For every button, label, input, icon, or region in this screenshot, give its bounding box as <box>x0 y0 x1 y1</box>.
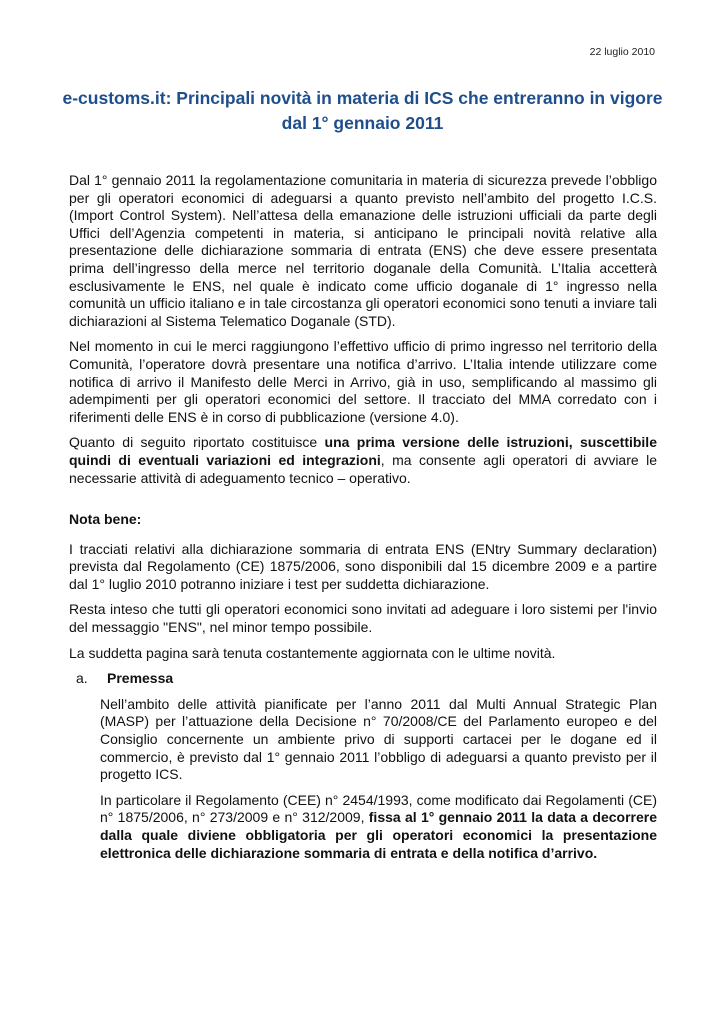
premessa-text-bold: fissa al 1° gennaio 2011 la data a decorrere dalla quale diviene obbligatoria per gli operatori economici la presentazione elettronica delle dichiarazione sommaria di entrata e della notifica d’arrivo. <box>100 809 657 861</box>
disclaimer-text-bold: una prima versione delle istruzioni, suscettibile quindi di eventuali variazioni ed integrazioni <box>69 434 657 468</box>
premessa-paragraph-2 <box>100 792 657 862</box>
disclaimer-text-start: Quanto di seguito riportato costituisce <box>69 434 325 451</box>
document-body <box>69 172 657 870</box>
premessa-paragraph-1: Nell’ambito delle attività pianificate per l’anno 2011 dal Multi Annual Strategic Plan (MASP) per l’attuazione della Decisione n° 70/2008/CE del Parlamento europeo e del Consiglio concernente un ambiente privo di supporti cartacei per le dogane ed il commercio, è previsto dal 1° gennaio 2011 l’obbligo di adeguarsi a quanto previsto per il progetto ICS. <box>100 695 657 783</box>
intro-paragraph: Dal 1° gennaio 2011 la regolamentazione comunitaria in materia di sicurezza prevede l’obbligo per gli operatori economici di adeguarsi a quanto previsto nell’ambito del progetto I.C.S. (Import Control System). Nell’attesa della emanazione delle istruzioni ufficiali da parte degli Uffici dell’Agenzia competenti in materia, si anticipano le principali novità relative alla presentazione delle dichiarazione sommaria di entrata (ENS) che deve essere presentata prima dell’ingresso della merce nel territorio doganale della Comunità. L’Italia accetterà esclusivamente le ENS, nel quale è indicato come ufficio doganale di 1° ingresso nella comunità un ufficio italiano e in tale circostanza gli operatori economici sono tenuti a inviare tali dichiarazioni al Sistema Telematico Doganale (STD). <box>69 172 657 329</box>
section-list <box>69 670 657 688</box>
list-item <box>69 670 657 688</box>
disclaimer-paragraph <box>69 434 657 487</box>
premessa-text-start: In particolare il Regolamento (CEE) n° 2454/1993, come modificato dai Regolamenti (CE) n° 1875/2006, n° 273/2009 e n° 312/2009, <box>100 791 657 826</box>
nota-paragraph-2: Resta inteso che tutti gli operatori economici sono invitati ad adeguare i loro sistemi per l'invio del messaggio "ENS", nel minor tempo possibile. <box>69 601 657 636</box>
arrival-notice-paragraph: Nel momento in cui le merci raggiungono l’effettivo ufficio di primo ingresso nel territorio della Comunità, l’operatore dovrà presentare una notifica d’arrivo. L’Italia intende utilizzare come notifica di arrivo il Manifesto delle Merci in Arrivo, già in uso, semplificando al massimo gli adempimenti per gli operatori economici del settore. Il tracciato del MMA corredato con i riferimenti delle ENS è in corso di pubblicazione (versione 4.0). <box>69 338 657 425</box>
document-date: 22 luglio 2010 <box>589 46 655 58</box>
nota-bene-heading: Nota bene: <box>69 511 142 528</box>
document-title: e-customs.it: Principali novità in materia di ICS che entreranno in vigore dal 1° gennaio 2011 <box>62 88 663 133</box>
disclaimer-text-end: , ma consente agli operatori di avviare le necessarie attività di adeguamento tecnico – operativo. <box>69 451 658 486</box>
nota-paragraph-3: La suddetta pagina sarà tenuta costantemente aggiornata con le ultime novità. <box>69 644 556 661</box>
list-marker: a. <box>76 670 88 687</box>
section-heading-premessa: Premessa <box>107 670 174 687</box>
nota-paragraph-1: I tracciati relativi alla dichiarazione sommaria di entrata ENS (ENtry Summary declaration) prevista dal Regolamento (CE) 1875/2006, sono disponibili dal 15 dicembre 2009 e a partire dal 1° luglio 2010 potranno iniziare i test per suddetta dichiarazione. <box>69 540 657 592</box>
